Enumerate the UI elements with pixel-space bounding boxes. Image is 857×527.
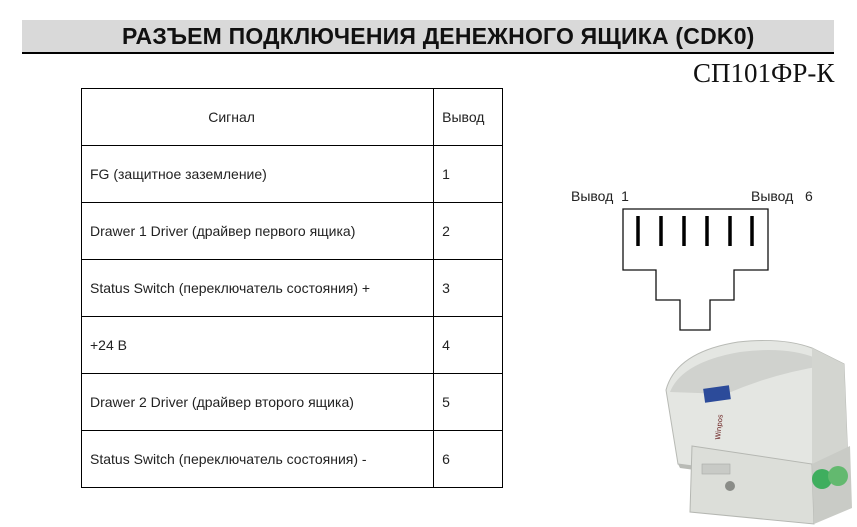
printer-brand: Winpos (714, 413, 725, 441)
table-row (82, 317, 503, 374)
connector-label-pin1: Вывод 1 (571, 188, 629, 204)
pin-cell: 2 (434, 203, 503, 260)
table-row (82, 431, 503, 488)
table-row (82, 260, 503, 317)
printer-image (662, 336, 857, 527)
title-bar (22, 20, 834, 54)
table-row (82, 146, 503, 203)
pinout-table (81, 88, 503, 488)
signal-cell: Drawer 2 Driver (драйвер второго ящика) (82, 374, 434, 431)
column-header-signal: Сигнал (82, 89, 434, 146)
signal-cell: FG (защитное заземление) (82, 146, 434, 203)
page-title: РАЗЪЕМ ПОДКЛЮЧЕНИЯ ДЕНЕЖНОГО ЯЩИКА (CDK0) (122, 23, 755, 49)
column-header-pin: Вывод (434, 89, 503, 146)
rj-connector-diagram (560, 180, 840, 340)
pin-cell: 5 (434, 374, 503, 431)
connector-outline (623, 209, 768, 330)
pin-cell: 1 (434, 146, 503, 203)
pin-cell: 4 (434, 317, 503, 374)
model-name: СП101ФР-К (693, 58, 835, 88)
pin-cell: 6 (434, 431, 503, 488)
table-header-row (82, 89, 503, 146)
pin-cell: 3 (434, 260, 503, 317)
connector-label-pin6: Вывод 6 (751, 188, 813, 204)
signal-cell: +24 В (82, 317, 434, 374)
signal-cell: Drawer 1 Driver (драйвер первого ящика) (82, 203, 434, 260)
table-row (82, 374, 503, 431)
signal-cell: Status Switch (переключатель состояния) + (82, 260, 434, 317)
table-row (82, 203, 503, 260)
connector-contacts (638, 216, 752, 246)
signal-cell: Status Switch (переключатель состояния) - (82, 431, 434, 488)
